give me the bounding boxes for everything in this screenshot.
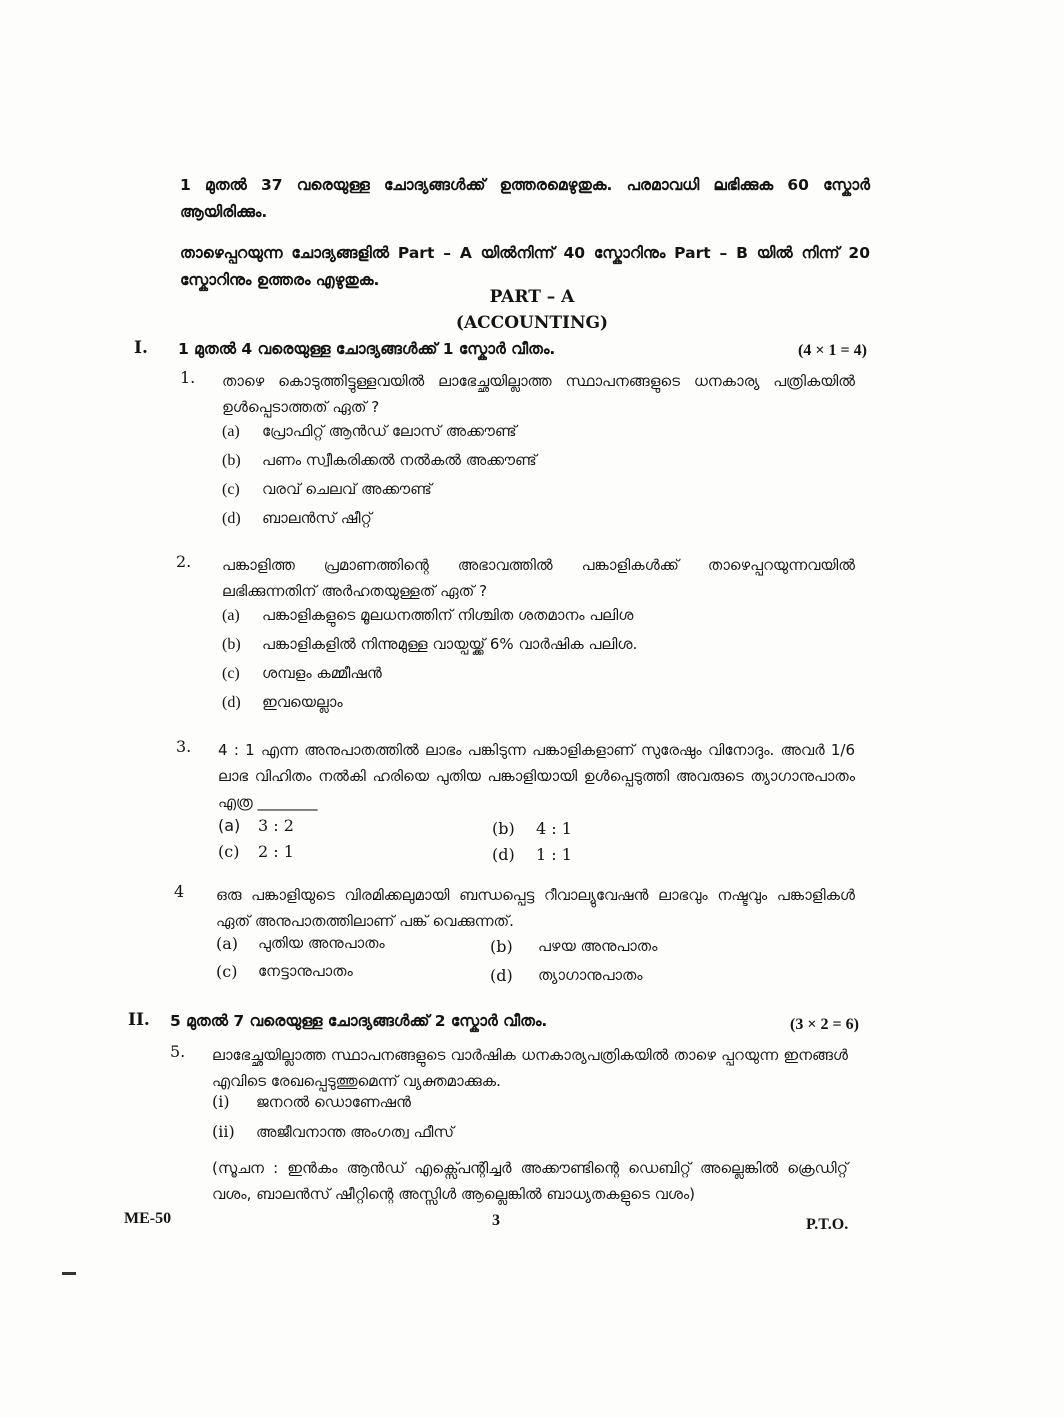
option-label: (c) (218, 842, 240, 861)
option-text: ഇവയെല്ലാം (262, 693, 343, 711)
hint-text: (സൂചന : ഇൻകം ആൻഡ് എക്സ്പെന്റിച്ചർ അക്കൗണ്ടിന്റെ ഡെബിറ്റ് അല്ലെങ്കിൽ ക്രെഡിറ്റ് വശം, ബാലൻസ് ഷീറ്റിന്റെ അസ്സിൾ ആല്ലെങ്കിൽ ബാധ്യതകളുടെ വശം) (212, 1159, 848, 1203)
section-instruction: 1 മുതൽ 4 വരെയുള്ള ചോദ്യങ്ങൾക്ക് 1 സ്കോർ വീതം. (178, 340, 556, 358)
option-text: 3 : 2 (258, 816, 294, 835)
option (222, 606, 822, 635)
option-text: പ്രോഫിറ്റ് ആൻഡ് ലോസ് അക്കൗണ്ട് (262, 422, 517, 440)
item-label: (i) (212, 1092, 230, 1111)
option-text: പങ്കാളികളിൽ നിന്നുമുള്ള വായ്പയ്ക്ക് 6% വാർഷിക പലിശ. (262, 635, 638, 653)
option-text: ത്യാഗാനുപാതം (538, 966, 643, 984)
option-label: (c) (222, 665, 240, 682)
option-text: ബാലൻസ് ഷീറ്റ് (262, 509, 372, 527)
option-text: പങ്കാളികളുടെ മൂലധനത്തിന് നിശ്ചിത ശതമാനം പലിശ (262, 606, 634, 624)
part-subtitle: (ACCOUNTING) (455, 313, 609, 333)
section-number: II. (128, 1010, 150, 1030)
question-number: 4 (174, 882, 185, 901)
option-label: (a) (218, 816, 241, 835)
option-text: 4 : 1 (536, 819, 572, 838)
paper-code: ME-50 (124, 1210, 172, 1227)
section-number: I. (134, 338, 148, 358)
option (222, 422, 822, 451)
option (222, 509, 822, 538)
option-label: (c) (216, 962, 238, 981)
option-label: (c) (222, 481, 240, 498)
section-instruction: 5 മുതൽ 7 വരെയുള്ള ചോദ്യങ്ങൾക്ക് 2 സ്കോർ വീതം. (170, 1012, 548, 1030)
question-text: ഒരു പങ്കാളിയുടെ വിരമിക്കലുമായി ബന്ധപ്പെട്ട റീവാല്യുവേഷൻ ലാഭവും നഷ്ടവും പങ്കാളികൾ ഏത് അനുപാതത്തിലാണ് പങ്ക് വെക്കുന്നത്. (216, 886, 855, 930)
option-text: പഴയ അനുപാതം (538, 937, 658, 955)
question-text: താഴെ കൊടുത്തിട്ടുള്ളവയിൽ ലാഭേച്ഛയില്ലാത്ത സ്ഥാപനങ്ങളുടെ ധനകാര്യ പത്രികയിൽ ഉൾപ്പെടാത്തത് ഏത് ? (222, 372, 855, 416)
instruction-2: താഴെപ്പറയുന്ന ചോദ്യങ്ങളിൽ Part – A യിൽനിന്ന് 40 സ്കോറിനും Part – B യിൽ നിന്ന് 20 സ്കോറിനും ഉത്തരം എഴുതുക. (180, 244, 870, 289)
option-text: 2 : 1 (258, 842, 294, 861)
option-label: (b) (492, 819, 515, 838)
question-number: 1. (180, 368, 196, 387)
option-label: (b) (490, 937, 513, 956)
item-text: ജനറൽ ഡൊണേഷൻ (256, 1093, 411, 1111)
item-label: (ii) (212, 1122, 235, 1141)
option (222, 664, 822, 693)
section-marks: (3 × 2 = 6) (790, 1016, 859, 1033)
question-text: പങ്കാളിത്ത പ്രമാണത്തിന്റെ അഭാവത്തിൽ പങ്കാളികൾക്ക് താഴെപ്പറയുന്നവയിൽ ലഭിക്കുന്നതിന് അർഹതയുള്ളത് ഏത് ? (222, 556, 855, 600)
option-label: (a) (216, 934, 239, 953)
page-number: 3 (492, 1212, 500, 1229)
option-label: (d) (492, 845, 515, 864)
question-text: 4 : 1 എന്ന അനുപാതത്തിൽ ലാഭം പങ്കിടുന്ന പങ്കാളികളാണ് സുരേഷും വിനോദും. അവർ 1/6 ലാഭ വിഹിതം നൽകി ഹരിയെ പുതിയ പങ്കാളിയായി ഉൾപ്പെടുത്തി അവരുടെ ത്യാഗാനുപാതം എത്ര ________ (218, 741, 855, 811)
pto-label: P.T.O. (806, 1216, 849, 1233)
option-label: (d) (222, 510, 241, 527)
option-label: (d) (222, 694, 241, 711)
option (222, 451, 822, 480)
part-title: PART – A (489, 287, 575, 307)
option-text: നേട്ടാനുപാതം (258, 962, 353, 980)
option-text: 1 : 1 (536, 845, 572, 864)
section-marks: (4 × 1 = 4) (798, 342, 867, 359)
option (222, 693, 822, 722)
option-text: വരവ് ചെലവ് അക്കൗണ്ട് (262, 480, 432, 498)
options-list (222, 606, 822, 722)
question-number: 2. (176, 552, 192, 571)
option-text: പുതിയ അനുപാതം (258, 934, 385, 952)
option-label: (d) (490, 966, 513, 985)
option-label: (b) (222, 636, 241, 653)
option-text: ശമ്പളം കമ്മീഷൻ (262, 664, 382, 682)
option-label: (b) (222, 452, 241, 469)
options-list (222, 422, 822, 538)
question-number: 3. (176, 737, 192, 756)
option (222, 480, 822, 509)
scan-mark (62, 1272, 76, 1275)
item-text: അജീവനാന്ത അംഗത്വ ഫീസ് (256, 1123, 454, 1141)
option-label: (a) (222, 607, 240, 624)
option-text: പണം സ്വീകരിക്കൽ നൽകൽ അക്കൗണ്ട് (262, 451, 537, 469)
question-number: 5. (170, 1042, 186, 1061)
question-text: ലാഭേച്ഛയില്ലാത്ത സ്ഥാപനങ്ങളുടെ വാർഷിക ധനകാര്യപത്രികയിൽ താഴെ പ്പറയുന്ന ഇനങ്ങൾ എവിടെ രേഖപ്പെടുത്തുമെന്ന് വ്യക്തമാക്കുക. (212, 1046, 848, 1090)
option (222, 635, 822, 664)
option-label: (a) (222, 423, 240, 440)
instruction-1: 1 മുതൽ 37 വരെയുള്ള ചോദ്യങ്ങൾക്ക് ഉത്തരമെഴുതുക. പരമാവധി ലഭിക്കുക 60 സ്കോർ ആയിരിക്കും. (180, 176, 870, 221)
